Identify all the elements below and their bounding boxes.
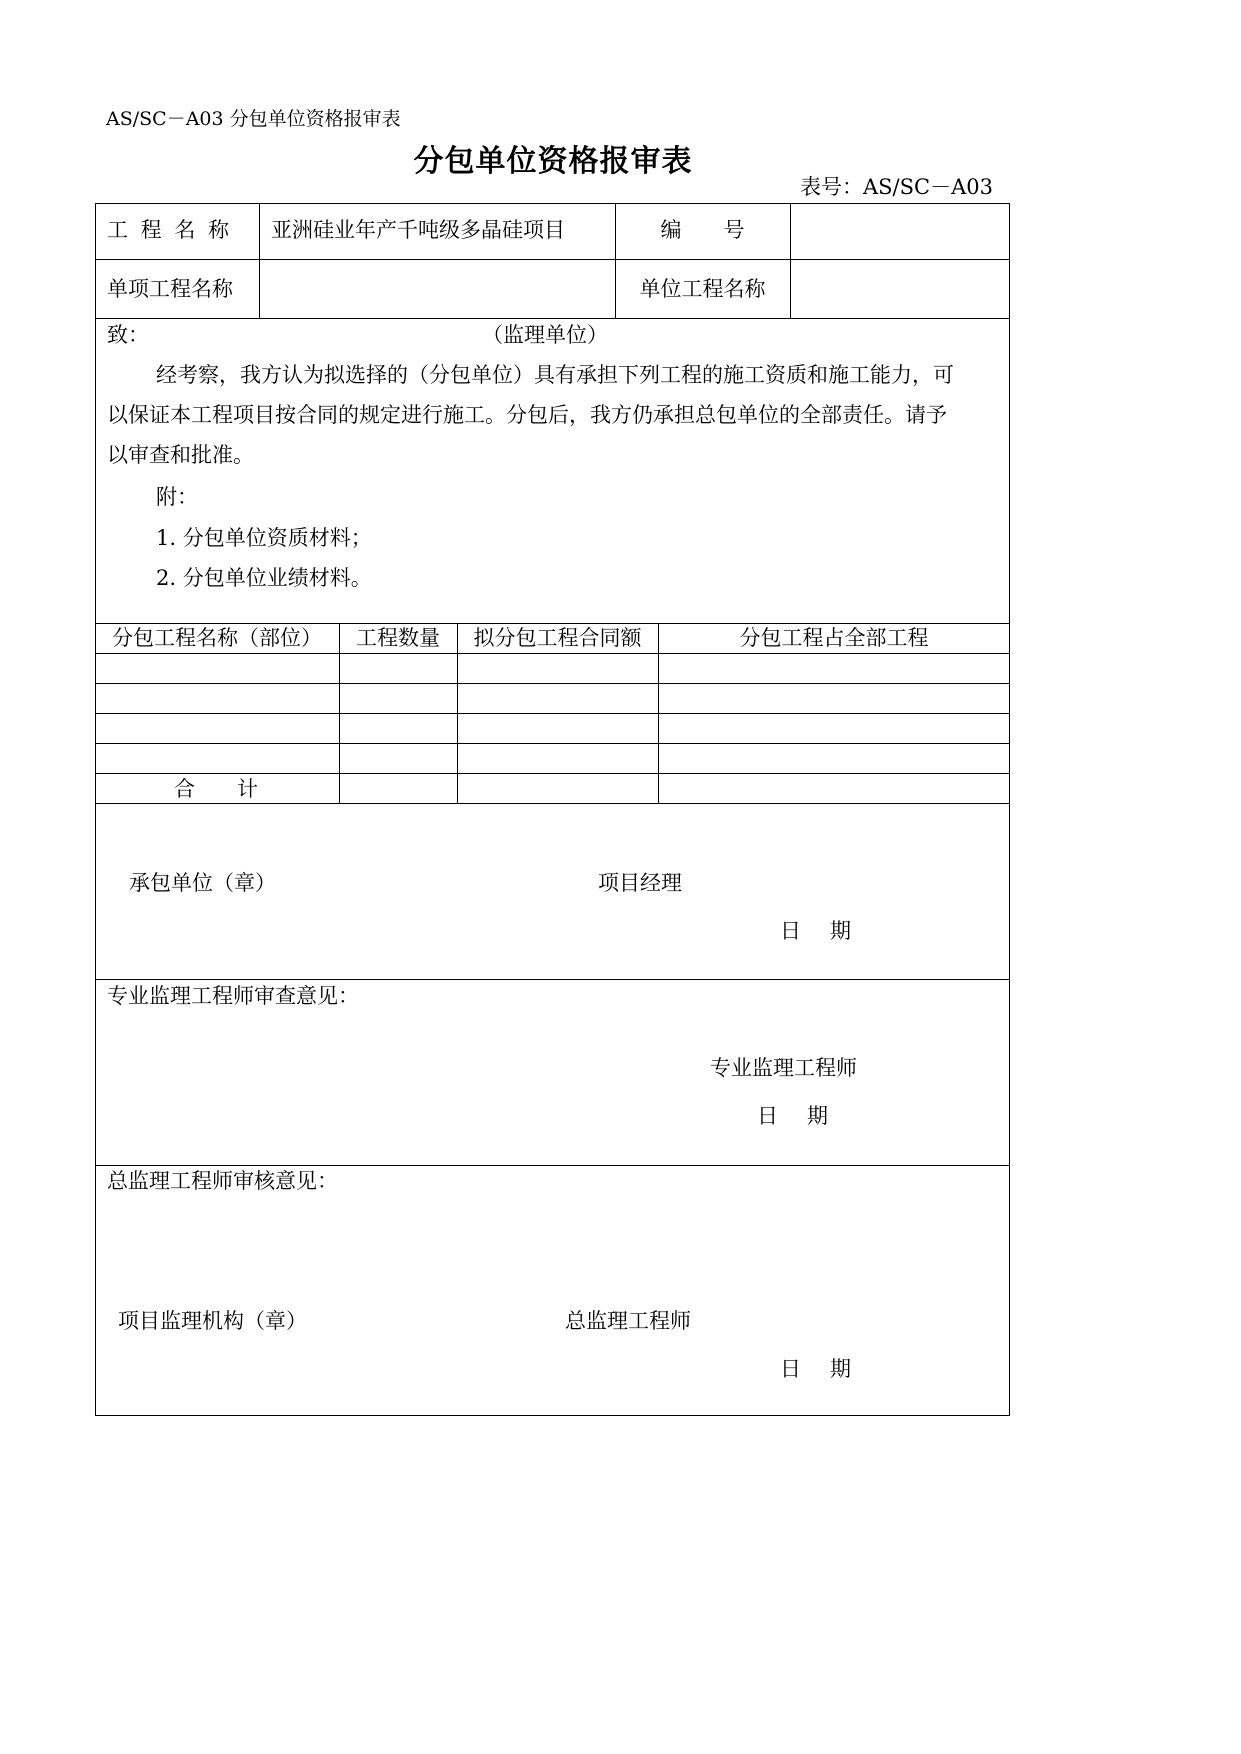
- sub-project-field[interactable]: [260, 260, 615, 318]
- chief-date: 日 期: [780, 1357, 855, 1381]
- letter-paragraph-line-3: 以审查和批准。: [107, 443, 254, 467]
- sub-project-label: 单项工程名称: [107, 277, 233, 301]
- total-label: 合 计: [174, 777, 258, 801]
- project-name-label: 工 程 名 称: [107, 218, 233, 242]
- col-header-subcontract-name: 分包工程名称（部位）: [112, 626, 322, 650]
- unit-project-field[interactable]: [791, 260, 1009, 318]
- table-row[interactable]: [96, 744, 1009, 773]
- number-field[interactable]: [791, 204, 1009, 259]
- letter-paragraph-line-1: 经考察，我方认为拟选择的（分包单位）具有承担下列工程的施工资质和施工能力，可: [156, 363, 954, 387]
- unit-project-label: 单位工程名称: [639, 277, 766, 301]
- col-header-proportion: 分包工程占全部工程: [739, 626, 929, 650]
- specialist-opinion-field[interactable]: [96, 1015, 1009, 1055]
- table-row[interactable]: [96, 684, 1009, 713]
- form-number: 表号：AS/SC－A03: [800, 175, 993, 199]
- chief-opinion-label: 总监理工程师审核意见：: [107, 1169, 338, 1193]
- col-header-contract-amount: 拟分包工程合同额: [473, 626, 642, 650]
- page-title: 分包单位资格报审表: [413, 144, 693, 179]
- form-code-header: AS/SC－A03 分包单位资格报审表: [106, 108, 401, 130]
- specialist-engineer: 专业监理工程师: [710, 1056, 857, 1080]
- contractor-date: 日 期: [780, 919, 855, 943]
- attachment-item-1: 1. 分包单位资质材料；: [156, 526, 372, 550]
- col-header-quantity: 工程数量: [356, 626, 440, 650]
- specialist-date: 日 期: [757, 1104, 832, 1128]
- chief-opinion-field[interactable]: [96, 1200, 1009, 1300]
- letter-paragraph-line-2: 以保证本工程项目按合同的规定进行施工。分包后，我方仍承担总包单位的全部责任。请予: [107, 403, 947, 427]
- contractor-seal: 承包单位（章）: [129, 871, 276, 895]
- project-name-value: 亚洲硅业年产千吨级多晶硅项目: [271, 218, 565, 242]
- number-label: 编 号: [660, 218, 745, 242]
- project-manager: 项目经理: [598, 871, 682, 895]
- letter-to: 致：: [107, 323, 149, 347]
- attachment-heading: 附：: [156, 485, 198, 509]
- table-row[interactable]: [96, 654, 1009, 683]
- chief-engineer: 总监理工程师: [565, 1309, 691, 1333]
- table-row[interactable]: [96, 714, 1009, 743]
- supervision-org-seal: 项目监理机构（章）: [118, 1309, 307, 1333]
- attachment-item-2: 2. 分包单位业绩材料。: [156, 566, 372, 590]
- supervisor-unit: （监理单位）: [482, 323, 608, 347]
- specialist-opinion-label: 专业监理工程师审查意见：: [107, 984, 359, 1008]
